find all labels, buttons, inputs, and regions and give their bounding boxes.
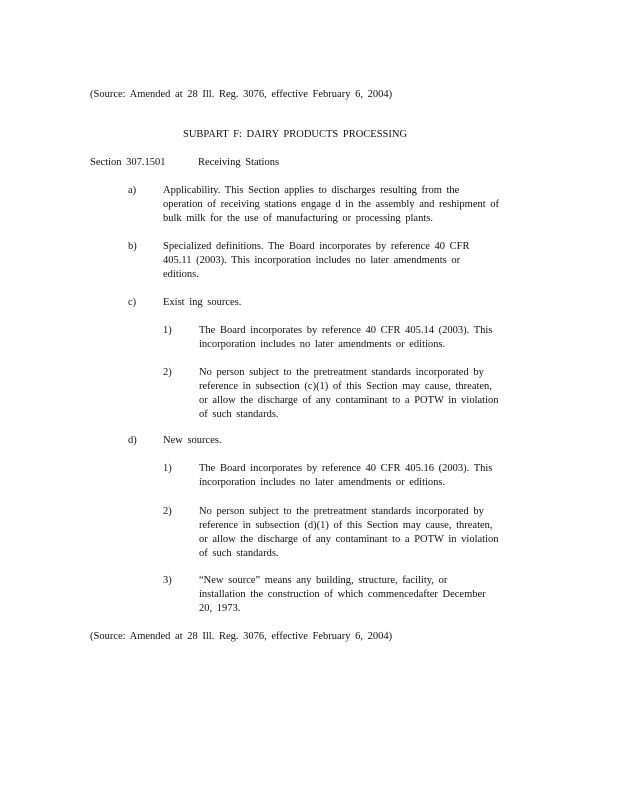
item-a-line-1: Applicability. This Section applies to discharges resulting from the bbox=[163, 185, 460, 196]
subitem-text-d2 bbox=[199, 505, 499, 561]
item-text-b bbox=[163, 240, 470, 282]
item-label-d: d) bbox=[128, 435, 137, 446]
item-a-line-2: operation of receiving stations engage d in the assembly and reshipment of bbox=[163, 199, 500, 210]
item-label-b: b) bbox=[128, 241, 137, 252]
section-number: Section 307.1501 bbox=[90, 157, 166, 168]
item-label-a: a) bbox=[128, 185, 137, 196]
subitem-text-c1 bbox=[199, 324, 492, 352]
subpart-heading: SUBPART F: DAIRY PRODUCTS PROCESSING bbox=[183, 129, 408, 140]
subitem-c1-line-2: incorporation includes no later amendments or editions. bbox=[199, 339, 446, 350]
subitem-d1-line-2: incorporation includes no later amendments or editions. bbox=[199, 477, 446, 488]
item-text-d bbox=[163, 434, 222, 448]
subitem-label-c1: 1) bbox=[163, 325, 172, 336]
subitem-c2-line-1: No person subject to the pretreatment standards incorporated by bbox=[199, 367, 484, 378]
subitem-c1-line-1: The Board incorporates by reference 40 CFR 405.14 (2003). This bbox=[199, 325, 493, 336]
subitem-label-d3: 3) bbox=[163, 575, 172, 586]
subitem-text-c2 bbox=[199, 366, 499, 422]
item-b-line-3: editions. bbox=[163, 269, 199, 280]
subitem-label-d1: 1) bbox=[163, 463, 172, 474]
subitem-d1-line-1: The Board incorporates by reference 40 CFR 405.16 (2003). This bbox=[199, 463, 493, 474]
subitem-d2-line-2: reference in subsection (d)(1) of this Section may cause, threaten, bbox=[199, 520, 493, 531]
item-a-line-3: bulk milk for the use of manufacturing or processing plants. bbox=[163, 213, 433, 224]
item-c-line-1: Exist ing sources. bbox=[163, 297, 242, 308]
subitem-d3-line-2: installation the construction of which commencedafter December bbox=[199, 589, 486, 600]
item-b-line-2: 405.11 (2003). This incorporation includes no later amendments or bbox=[163, 255, 461, 266]
subitem-d2-line-1: No person subject to the pretreatment standards incorporated by bbox=[199, 506, 484, 517]
subitem-d2-line-3: or allow the discharge of any contaminant to a POTW in violation bbox=[199, 534, 499, 545]
subitem-text-d3 bbox=[199, 574, 486, 616]
source-note-top: (Source: Amended at 28 Ill. Reg. 3076, effective February 6, 2004) bbox=[90, 89, 393, 100]
item-text-c bbox=[163, 296, 241, 310]
source-note-bottom: (Source: Amended at 28 Ill. Reg. 3076, effective February 6, 2004) bbox=[90, 631, 393, 642]
subitem-d3-line-1: “New source” means any building, structure, facility, or bbox=[199, 575, 448, 586]
subitem-c2-line-4: of such standards. bbox=[199, 409, 279, 420]
section-title: Receiving Stations bbox=[198, 157, 280, 168]
subitem-text-d1 bbox=[199, 462, 492, 490]
subitem-d2-line-4: of such standards. bbox=[199, 548, 279, 559]
item-label-c: c) bbox=[128, 297, 137, 308]
item-d-line-1: New sources. bbox=[163, 435, 222, 446]
subitem-d3-line-3: 20, 1973. bbox=[199, 603, 241, 614]
subitem-label-c2: 2) bbox=[163, 367, 172, 378]
subitem-label-d2: 2) bbox=[163, 506, 172, 517]
item-text-a bbox=[163, 184, 499, 226]
subitem-c2-line-3: or allow the discharge of any contaminant to a POTW in violation bbox=[199, 395, 499, 406]
item-b-line-1: Specialized definitions. The Board incorporates by reference 40 CFR bbox=[163, 241, 470, 252]
subitem-c2-line-2: reference in subsection (c)(1) of this Section may cause, threaten, bbox=[199, 381, 492, 392]
